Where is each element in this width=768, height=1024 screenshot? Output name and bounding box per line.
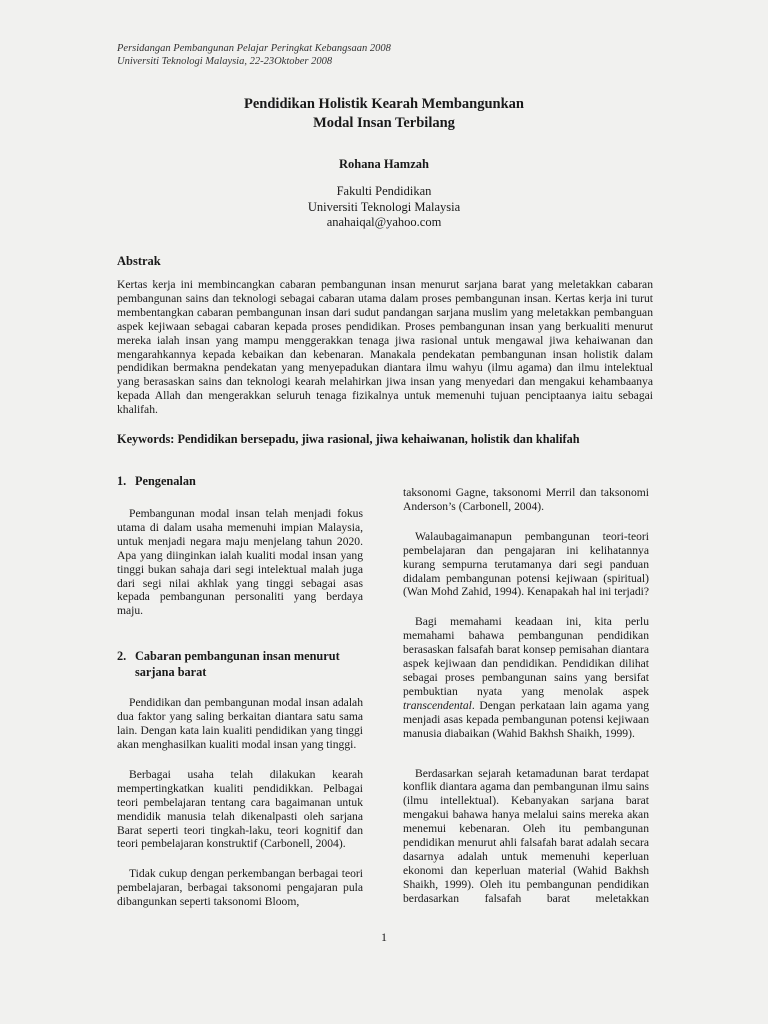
conference-header xyxy=(117,42,391,68)
paragraph-text: . Dengan perkataan lain agama yang menjadi asas kepada pembangunan potensi kejiwaan manusia diabaikan (Wahid Bakhsh Shaikh, 1999). xyxy=(403,698,649,740)
paragraph-text: Bagi memahami keadaan ini, kita perlu memahami bahawa pembangunan pendidikan berasaskan falsafah barat konsep pemisahan diantara aspek kejiwaan dan pendidikan. Pendidikan dilihat sebagai proses pembangunan sains yang bersifat pembuktian nyata yang menolak aspek xyxy=(403,615,649,698)
paragraph: Pendidikan dan pembangunan modal insan adalah dua faktor yang saling berkaitan diantara satu sama lain. Dengan kata lain kualiti pendidikan yang tinggi akan menghasilkan kualiti modal insan yang tinggi. xyxy=(117,696,363,751)
section-heading-1 xyxy=(117,473,363,489)
paragraph: Tidak cukup dengan perkembangan berbagai teori pembelajaran, berbagai taksonomi pengajaran pula dibangunkan seperti taksonomi Bloom, xyxy=(117,867,363,909)
right-column xyxy=(403,486,649,906)
paper-title xyxy=(0,95,768,133)
section-heading-2 xyxy=(117,648,363,680)
author-affiliation xyxy=(0,184,768,231)
affiliation-university: Universiti Teknologi Malaysia xyxy=(307,199,461,214)
section-number: 1. xyxy=(117,474,127,488)
left-column xyxy=(117,473,363,909)
abstract-body: Kertas kerja ini membincangkan cabaran pembangunan insan menurut sarjana barat yang meletakkan cabaran pembangunan sains dan teknologi sebagai cabaran utama dalam proses pembangunan insan. Kertas kerja ini turut membentangkan cabaran pembangunan insan dari sudut pandangan sarjana muslim yang meletakkan pembanguan aspek kejiwaan sebagai cabaran kepada proses pendidikan. Proses pembangunan insan yang berkualiti menurut mereka ialah insan yang mampu menggerakkan tenaga jiwa rasional untuk mengawal jiwa kehaiwanan dan mengarahkannya kepada kebaikan dan kebenaran. Manakala pendekatan pembangunan insan holistik dalam pendidikan bermakna pendekatan yang menyepadukan diantara ilmu wahyu (ilmu agama) dan ilmu intelektual yang berasaskan sains dan teknologi kearah melahirkan jiwa insan yang menyedari dan mengakui kehambaanya kepada Allah dan mengerakkan seluruh tenaga fizikalnya untuk memenuhi tujuan penciptaanya iaitu sebagai khalifah. xyxy=(117,278,653,417)
paragraph: Berbagai usaha telah dilakukan kearah mempertingkatkan kualiti pendidikkan. Pelbagai teori pembelajaran tentang cara bagaimanan untuk mendidik manusia telah dikenalpasti oleh sarjana Barat seperti teori tingkah-laku, teori kognitif dan teori pembelajaran konstruktif (Carbonell, 2004). xyxy=(117,767,363,851)
author-name: Rohana Hamzah xyxy=(339,157,429,171)
section-title: Pengenalan xyxy=(135,474,196,488)
paper-title-line-2: Modal Insan Terbilang xyxy=(313,115,455,131)
paper-title-line-1: Pendidikan Holistik Kearah Membangunkan xyxy=(244,96,524,112)
paragraph: Walaubagaimanapun pembangunan teori-teori pembelajaran dan pengajaran ini kelihatannya kurang sempurna terutamanya dari segi panduan didalam pembangunan potensi kejiwaan (spiritual) (Wan Mohd Zahid, 1994). Kenapakah hal ini terjadi? xyxy=(403,529,649,599)
conference-venue-date: Universiti Teknologi Malaysia, 22-23Oktober 2008 xyxy=(117,56,333,67)
section-number: 2. xyxy=(117,649,127,664)
section-title-continued: sarjana barat xyxy=(135,665,207,680)
paragraph: Berdasarkan sejarah ketamadunan barat terdapat konflik diantara agama dan pembangunan ilmu sains (ilmu intellektual). Kebanyakan sarjana barat mengakui bahawa hanya melalui sains mereka akan menemui kebenaran. Oleh itu pembangunan pendidikan menurut ahli falsafah barat adalah secara dasarnya adalah untuk memenuhi keperluan ekonomi dan keperluan material (Wahid Bakhsh Shaikh, 1999). Oleh itu pembangunan pendidikan berdasarkan falsafah barat meletakkan xyxy=(403,766,649,905)
page-number: 1 xyxy=(381,930,387,944)
abstract-heading: Abstrak xyxy=(117,254,161,268)
emphasis-term: transcendental xyxy=(403,698,472,712)
conference-name: Persidangan Pembangunan Pelajar Peringkat Kebangsaan 2008 xyxy=(117,43,391,54)
paragraph: Pembangunan modal insan telah menjadi fokus utama di dalam usaha memenuhi impian Malaysia, untuk menjadi negara maju menjelang tahun 2020. Apa yang diinginkan ialah kualiti modal insan yang tinggi bukan sahaja dari segi intelektual malah juga dari segi nilai akhlak yang tinggi sebagai asas kepada pembangunan personaliti yang berdaya maju. xyxy=(117,507,363,618)
paragraph xyxy=(403,615,649,740)
paragraph: taksonomi Gagne, taksonomi Merril dan taksonomi Anderson’s (Carbonell, 2004). xyxy=(403,486,649,513)
affiliation-email: anahaiqal@yahoo.com xyxy=(326,215,442,229)
section-title: Cabaran pembangunan insan menurut xyxy=(135,649,340,664)
affiliation-faculty: Fakulti Pendidikan xyxy=(336,184,432,198)
keywords-line: Keywords: Pendidikan bersepadu, jiwa rasional, jiwa kehaiwanan, holistik dan khalifah xyxy=(117,432,580,446)
